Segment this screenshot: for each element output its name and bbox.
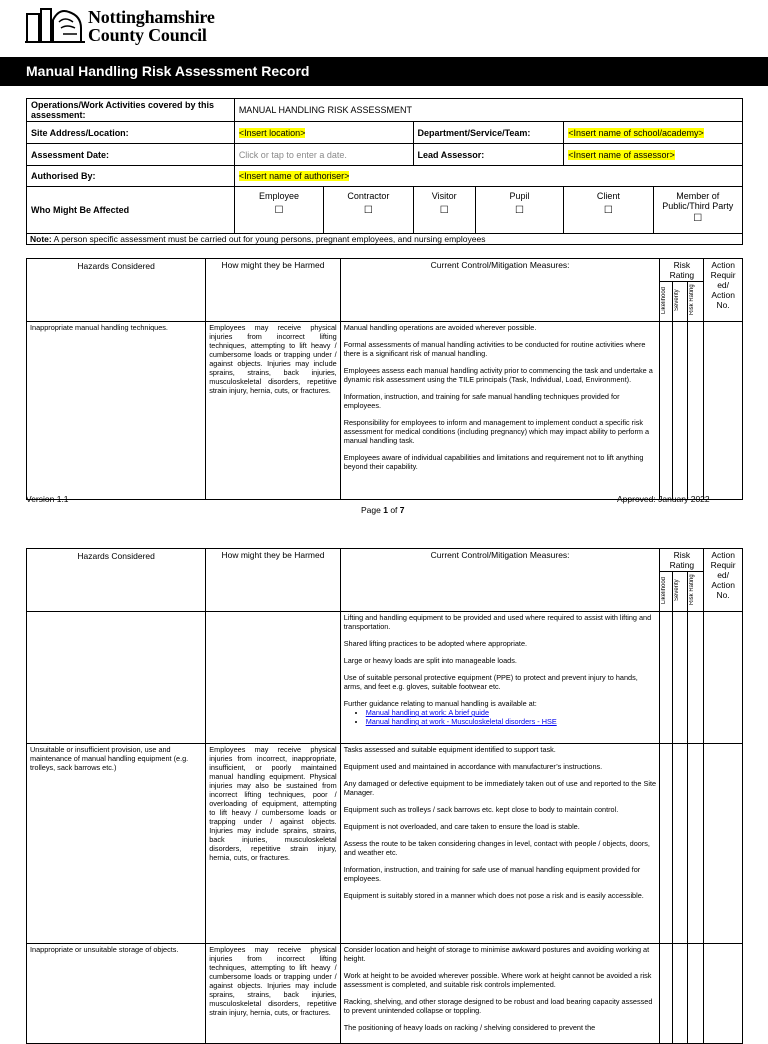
- harm-cell: Employees may receive physical injuries from incorrect lifting techniques, attempting to lift heavy / cumbersome loads or trapping under / against objects. Injuries may include sprains, strains, back injuries, musculoskeletal disorders, repetitive strain injury, hernia, cuts, or fractures.: [206, 944, 340, 1044]
- council-name: [88, 8, 215, 44]
- control-item: Large or heavy loads are split into manageable loads.: [343, 656, 517, 665]
- guidance-link-list: [344, 708, 657, 726]
- rating-cell[interactable]: [687, 322, 703, 500]
- control-item: Equipment is not overloaded, and care taken to ensure the load is stable.: [343, 822, 580, 831]
- control-item: Employees assess each manual handling activity prior to commencing the task and undertake a dynamic risk assessment using the TILE principals (Task, Individual, Load, Environment).: [343, 366, 653, 384]
- authorised-by-field[interactable]: [234, 166, 742, 187]
- control-item: Equipment is suitably stored in a manner which does not pose a risk and is easily accessible.: [343, 891, 644, 900]
- likelihood-cell[interactable]: [660, 944, 672, 1044]
- note-cell: [27, 234, 743, 245]
- action-cell[interactable]: [704, 322, 743, 500]
- approved-text: Approved: January 2022: [617, 494, 710, 504]
- rating-cell[interactable]: [687, 944, 703, 1044]
- who-pupil-label: Pupil: [509, 191, 530, 201]
- hazard-cell: Unsuitable or insufficient provision, use and maintenance of manual handling equipment (e.g. trolleys, sack barrows etc.): [27, 744, 206, 944]
- hazard-cell: [27, 612, 206, 744]
- risk-rating-header: Risk Rating: [660, 259, 704, 282]
- action-header: Action Requir ed/ Action No.: [704, 549, 743, 612]
- control-item: Work at height to be avoided wherever possible. Where work at height cannot be avoided a risk assessment is completed, and suitable risk controls implemented.: [343, 971, 652, 989]
- action-cell[interactable]: [704, 612, 743, 744]
- control-item: Use of suitable personal protective equipment (PPE) to protect and prevent injury to hands, arms, and feet e.g. gloves, suitable footwear etc.: [343, 673, 638, 691]
- page-total: 7: [399, 505, 405, 515]
- severity-cell[interactable]: [672, 744, 687, 944]
- likelihood-header: Likelihood: [661, 576, 668, 604]
- risk-table-page1: [26, 258, 743, 500]
- guidance-link-item: [366, 708, 657, 717]
- control-item: Information, instruction, and training for safe manual handling techniques provided for employees.: [343, 392, 620, 410]
- authorised-by-label: Authorised By:: [27, 166, 235, 187]
- guidance-link-item: [366, 717, 657, 726]
- harm-header: How might they be Harmed: [206, 549, 340, 612]
- controls-cell: [340, 612, 660, 744]
- likelihood-header: Likelihood: [661, 286, 668, 314]
- client-checkbox[interactable]: ☐: [603, 205, 613, 216]
- note-text: A person specific assessment must be carried out for young persons, pregnant employees, and nursing employees: [51, 234, 486, 244]
- site-address-field[interactable]: [234, 122, 413, 144]
- site-address-value: <Insert location>: [238, 127, 306, 138]
- page-current: 1: [383, 505, 388, 515]
- control-item: Information, instruction, and training for safe use of manual handling equipment provided for employees.: [343, 865, 641, 883]
- control-item: Shared lifting practices to be adopted where appropriate.: [343, 639, 528, 648]
- who-public-label: Member of Public/Third Party: [662, 191, 734, 211]
- operations-label: Operations/Work Activities covered by this assessment:: [27, 99, 235, 122]
- who-visitor-label: Visitor: [431, 191, 457, 201]
- contractor-checkbox[interactable]: ☐: [363, 205, 373, 216]
- hazard-cell: Inappropriate manual handling techniques.: [27, 322, 206, 500]
- hazards-header: Hazards Considered: [27, 259, 206, 322]
- harm-header: How might they be Harmed: [206, 259, 340, 322]
- hazard-cell: Inappropriate or unsuitable storage of objects.: [27, 944, 206, 1044]
- who-pupil-cell: [475, 187, 563, 234]
- action-header: Action Requir ed/ Action No.: [704, 259, 743, 322]
- control-item: The positioning of heavy loads on racking / shelving considered to prevent the: [343, 1023, 596, 1032]
- council-name-line2: County Council: [88, 25, 207, 45]
- risk-table-page2: [26, 548, 743, 1044]
- likelihood-cell[interactable]: [660, 612, 672, 744]
- severity-cell[interactable]: [672, 944, 687, 1044]
- harm-cell: Employees may receive physical injuries from incorrect, inappropriate, insufficient, or poorly maintained manual handling equipment. Physical injuries may also be sustained from incorrect lifting techniques, poor / overloading of equipment, attempting to lift heavy / cumbersome loads or trapping under / against objects. Injuries may include sprains, strains, back injuries, musculoskeletal disorders, repetitive strain injury, hernia, cuts, or fractures.: [206, 744, 340, 944]
- document-title-banner: Manual Handling Risk Assessment Record: [0, 57, 768, 86]
- who-client-cell: [564, 187, 653, 234]
- who-visitor-cell: [413, 187, 475, 234]
- table-row: [27, 944, 743, 1044]
- severity-header: Severity: [673, 289, 680, 311]
- rating-header: Risk Rating: [688, 574, 695, 606]
- lead-assessor-value: <Insert name of assessor>: [568, 149, 675, 160]
- control-item: Formal assessments of manual handling activities to be conducted for routine activities where there is a significant risk of manual handling.: [343, 340, 646, 358]
- controls-header: Current Control/Mitigation Measures:: [340, 549, 660, 612]
- action-cell[interactable]: [704, 944, 743, 1044]
- who-public-cell: [653, 187, 742, 234]
- severity-header: Severity: [673, 579, 680, 601]
- who-contractor-label: Contractor: [347, 191, 390, 201]
- likelihood-cell[interactable]: [660, 322, 672, 500]
- rating-header: Risk Rating: [688, 284, 695, 316]
- lead-assessor-field[interactable]: [564, 144, 743, 166]
- department-field[interactable]: [564, 122, 743, 144]
- control-item: Any damaged or defective equipment to be immediately taken out of use and reported to the Site Manager.: [343, 779, 657, 797]
- authorised-by-value: <Insert name of authoriser>: [238, 171, 350, 181]
- hazards-header: Hazards Considered: [27, 549, 206, 612]
- harm-cell: Employees may receive physical injuries from incorrect lifting techniques, attempting to lift heavy / cumbersome loads or trapping under / against objects. Injuries may include sprains, strains, back injuries, musculoskeletal disorders, repetitive strain injury, hernia, cuts, or fractures.: [206, 322, 340, 500]
- control-item: Further guidance relating to manual handling is available at:: [343, 699, 537, 708]
- lead-assessor-label: Lead Assessor:: [413, 144, 564, 166]
- department-label: Department/Service/Team:: [413, 122, 564, 144]
- council-crest-icon: [25, 6, 85, 44]
- public-checkbox[interactable]: ☐: [693, 213, 703, 224]
- table-row: [27, 612, 743, 744]
- pupil-checkbox[interactable]: ☐: [515, 205, 525, 216]
- guidance-link-hse-msd[interactable]: Manual handling at work - Musculoskeletal disorders - HSE: [365, 717, 557, 726]
- employee-checkbox[interactable]: ☐: [274, 205, 284, 216]
- who-affected-label: Who Might Be Affected: [27, 187, 235, 234]
- who-employee-label: Employee: [258, 191, 299, 201]
- rating-cell[interactable]: [687, 744, 703, 944]
- assessment-date-label: Assessment Date:: [27, 144, 235, 166]
- visitor-checkbox[interactable]: ☐: [439, 205, 449, 216]
- control-item: Tasks assessed and suitable equipment identified to support task.: [343, 745, 556, 754]
- control-item: Employees aware of individual capabilities and limitations and requirement not to lift anything beyond their capability.: [343, 453, 644, 471]
- page-number: [361, 505, 405, 515]
- version-text: Version 1.1: [26, 494, 69, 504]
- controls-cell: [340, 944, 660, 1044]
- severity-cell[interactable]: [672, 612, 687, 744]
- department-value: <Insert name of school/academy>: [568, 127, 704, 138]
- who-client-label: Client: [596, 191, 620, 201]
- action-cell[interactable]: [704, 744, 743, 944]
- harm-cell: [206, 612, 340, 744]
- controls-cell: [340, 744, 660, 944]
- controls-header: Current Control/Mitigation Measures:: [340, 259, 660, 322]
- council-logo: [25, 6, 245, 46]
- site-address-label: Site Address/Location:: [27, 122, 235, 144]
- control-item: Consider location and height of storage to minimise awkward postures and avoiding working at height.: [343, 945, 650, 963]
- severity-cell[interactable]: [672, 322, 687, 500]
- assessment-date-placeholder: Click or tap to enter a date.: [238, 149, 347, 160]
- control-item: Equipment used and maintained in accordance with manufacturer’s instructions.: [343, 762, 603, 771]
- control-item: Lifting and handling equipment to be provided and used where required to assist with lifting and transportation.: [343, 613, 652, 631]
- control-item: Racking, shelving, and other storage designed to be robust and load bearing capacity assessed to prevent unintended collapse or toppling.: [343, 997, 653, 1015]
- control-item: Manual handling operations are avoided wherever possible.: [343, 323, 537, 332]
- council-name-line1: Nottinghamshire: [88, 7, 215, 27]
- operations-value[interactable]: MANUAL HANDLING RISK ASSESSMENT: [234, 99, 742, 122]
- control-item: Responsibility for employees to inform and management to implement conduct a specific risk assessment for medical conditions (including pregnancy) which may impact ability to perform a manual handling task.: [343, 418, 650, 445]
- assessment-info-table: [26, 98, 743, 245]
- guidance-link-brief-guide[interactable]: Manual handling at work: A brief guide: [365, 708, 490, 717]
- table-row: [27, 322, 743, 500]
- who-contractor-cell: [324, 187, 413, 234]
- page-of: of: [387, 505, 400, 515]
- control-item: Assess the route to be taken considering changes in level, contact with people / objects, doors, and weather etc.: [343, 839, 650, 857]
- controls-cell: [340, 322, 660, 500]
- likelihood-cell[interactable]: [660, 744, 672, 944]
- who-employee-cell: [234, 187, 323, 234]
- control-item: Equipment such as trolleys / sack barrows etc. kept close to body to maintain control.: [343, 805, 619, 814]
- page-prefix: Page: [361, 505, 384, 515]
- note-label: Note:: [30, 234, 52, 244]
- rating-cell[interactable]: [687, 612, 703, 744]
- assessment-date-field[interactable]: [234, 144, 413, 166]
- table-row: [27, 744, 743, 944]
- risk-rating-header: Risk Rating: [660, 549, 704, 572]
